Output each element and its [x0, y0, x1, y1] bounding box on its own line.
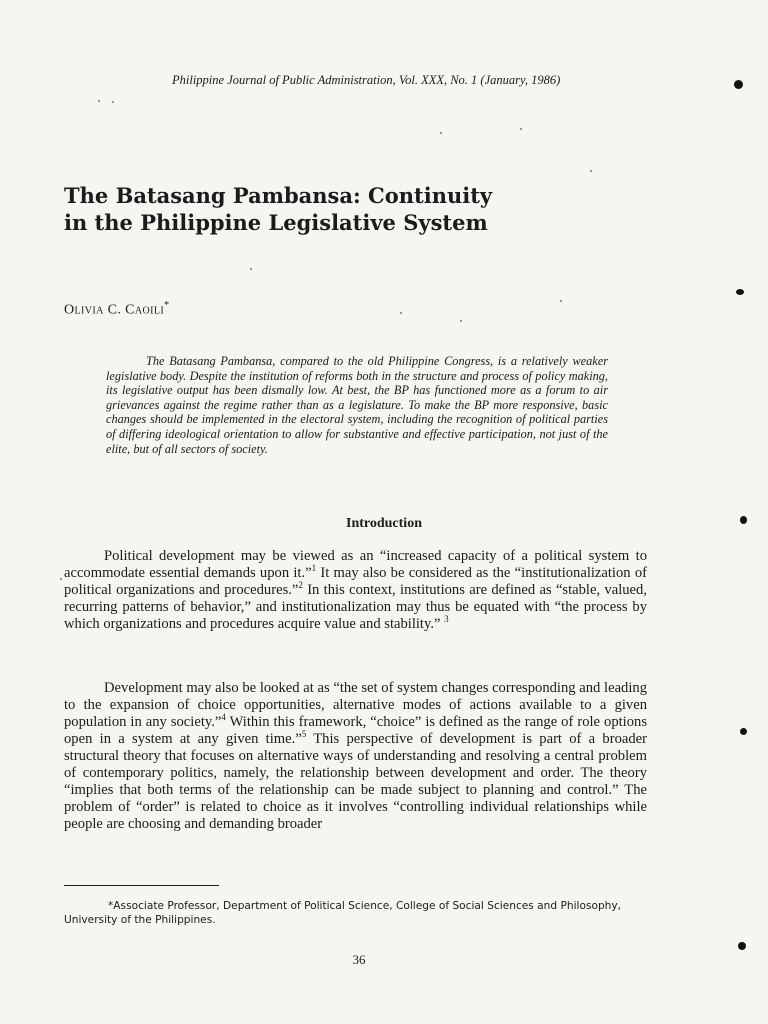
body-paragraph-2	[64, 680, 647, 833]
scan-speck	[60, 578, 62, 580]
para1-sentence-2: It may also be considered as the “institutionalization of political organizations and procedures.”	[64, 565, 647, 598]
author-footnote-mark: *	[164, 300, 170, 311]
scan-speck	[590, 170, 592, 172]
scan-mark	[740, 728, 747, 735]
footnote-ref-5: 5	[301, 729, 307, 740]
scan-mark	[734, 80, 743, 89]
scan-mark	[736, 289, 744, 295]
scan-speck	[400, 312, 402, 314]
scan-mark	[740, 516, 747, 524]
journal-header: Philippine Journal of Public Administration, Vol. XXX, No. 1 (January, 1986)	[172, 73, 561, 87]
scan-speck	[460, 320, 462, 322]
title-line-2: in the Philippine Legislative System	[64, 210, 488, 235]
scan-speck	[560, 300, 562, 302]
scan-speck	[520, 128, 522, 130]
abstract: The Batasang Pambansa, compared to the old Philippine Congress, is a relatively weaker legislative body. Despite the institution of reforms both in the structure and process of policy making, its legislative output has been dismally low. At best, the BP has functioned more as a forum to air grievances against the regime rather than as a legislature. To make the BP more responsive, basic changes should be implemented in the electoral system, including the recognition of political parties of differing ideological orientation to allow for substantive and effective participation, not just of the elite, but of all sectors of society.	[106, 354, 608, 456]
scan-mark	[738, 942, 746, 950]
article-title	[64, 182, 584, 236]
scan-speck	[250, 268, 252, 270]
footnote-ref-1: 1	[311, 563, 317, 574]
scan-speck	[98, 100, 100, 102]
scan-speck	[112, 101, 114, 103]
para1-sentence-1: Political development may be viewed as an “increased capacity of a political system to accommodate essential demands upon it.”	[64, 548, 647, 581]
section-heading: Introduction	[346, 516, 422, 531]
author-name: Olivia C. Caoili	[64, 302, 165, 318]
scan-speck	[440, 132, 442, 134]
title-line-1: The Batasang Pambansa: Continuity	[64, 183, 493, 208]
author-byline	[64, 300, 170, 319]
para2-sentence-2: Within this framework, “choice” is defined as the range of role options open in a system at any given time.”	[64, 714, 647, 747]
body-paragraph-1	[64, 548, 647, 633]
footnote: *Associate Professor, Department of Political Science, College of Social Sciences and Philosophy, University of the Philippines.	[64, 900, 622, 926]
footnote-divider	[64, 885, 219, 886]
para1-sentence-3: In this context, institutions are defined as “stable, valued, recurring patterns of behavior,” and institutionalization may thus be equated with “the process by which organizations and procedures acquire value and stability.”	[64, 582, 647, 632]
page-number: 36	[352, 952, 366, 967]
para2-sentence-1: Development may also be looked at as “the set of system changes corresponding and leading to the expansion of choice opportunities, alternative modes of actions available to a given population in any society.”	[64, 680, 647, 730]
para2-sentence-3: This perspective of development is part of a broader structural theory that focuses on alternative ways of understanding and resolving a central problem of contemporary politics, namely, the relationship between development and order. The theory “implies that both terms of the relationship can be made subject to planning and control.” The problem of “order” is related to choice as it involves “controlling individual relationships while people are choosing and demanding broader	[64, 731, 647, 832]
footnote-ref-4: 4	[221, 712, 226, 723]
footnote-ref-3: 3	[444, 614, 449, 625]
footnote-ref-2: 2	[298, 580, 303, 591]
